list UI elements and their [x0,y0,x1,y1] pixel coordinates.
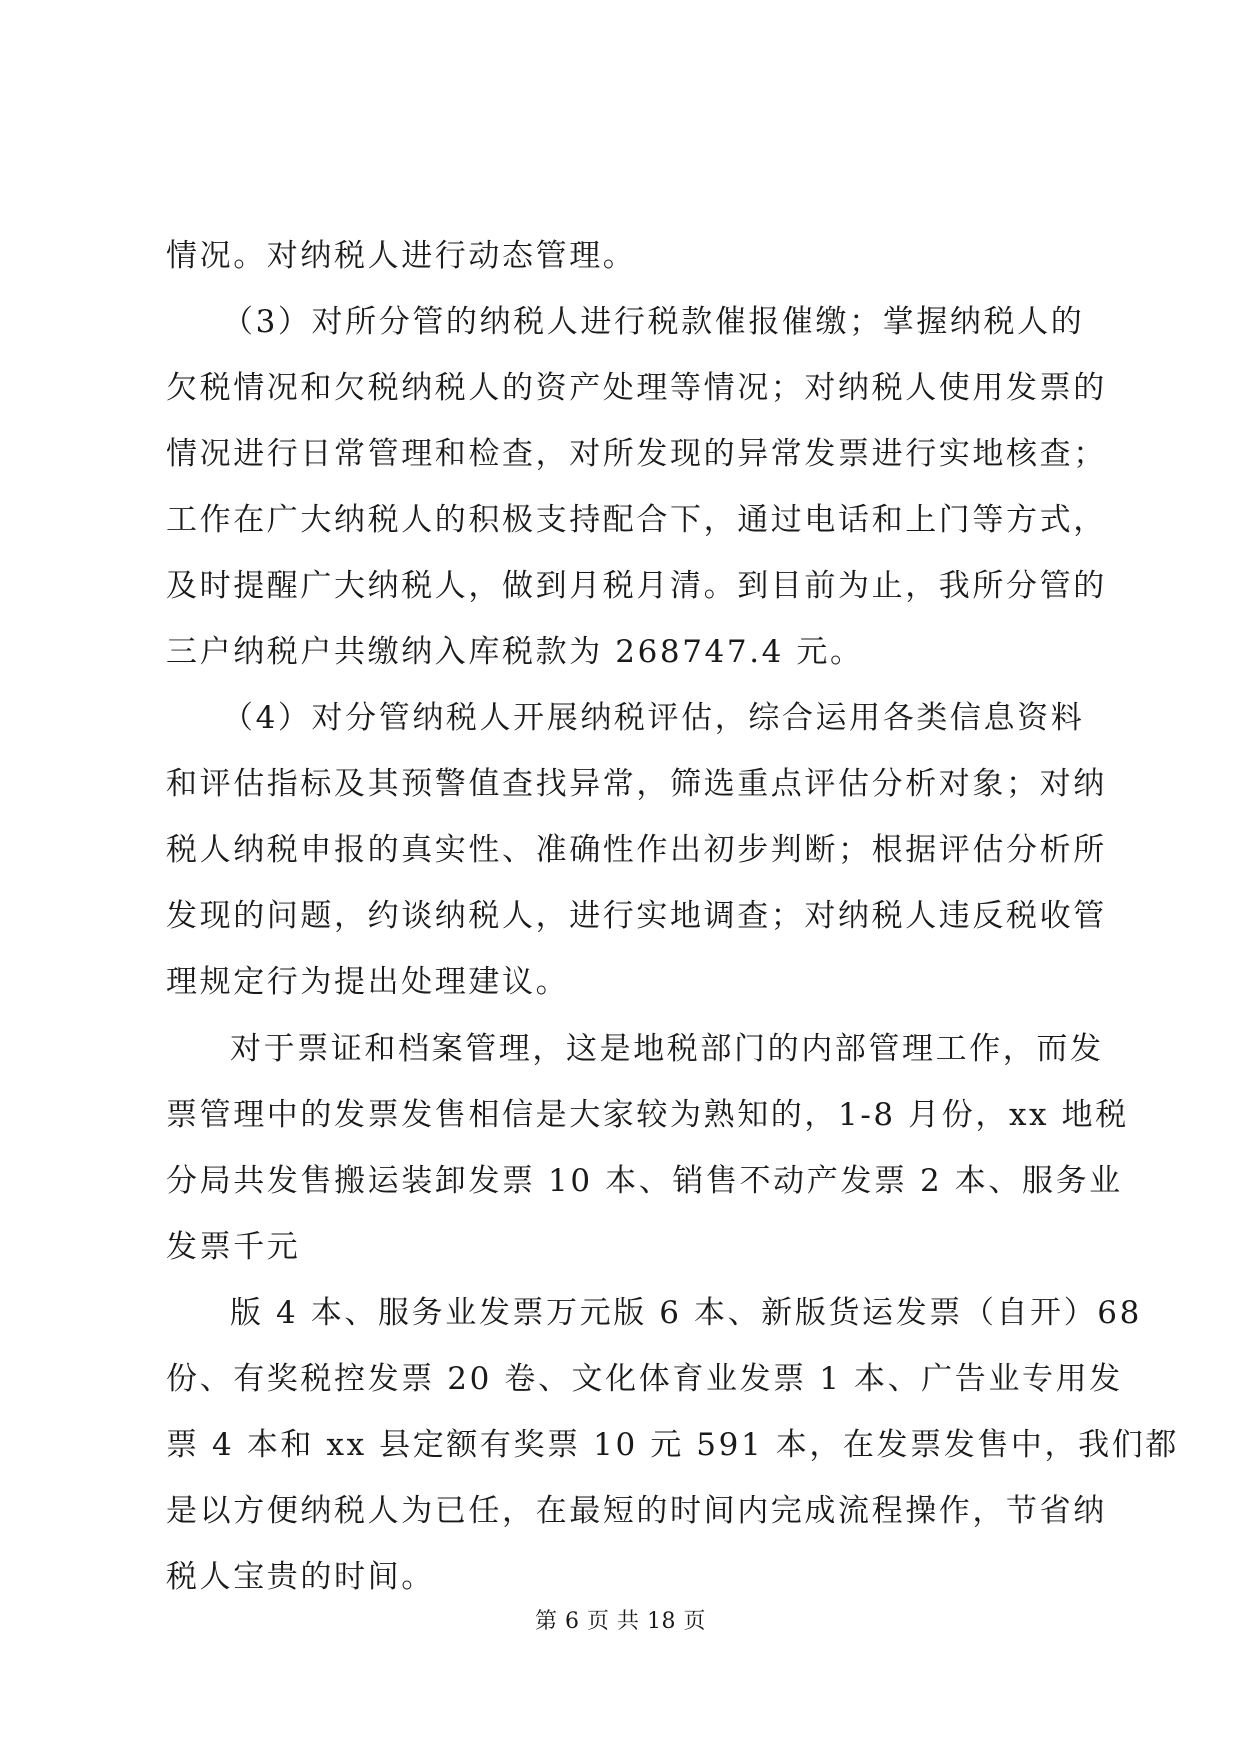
text-line: 是以方便纳税人为已任，在最短的时间内完成流程操作，节省纳 [166,1493,1107,1529]
text-line: 和评估指标及其预警值查找异常，筛选重点评估分析对象；对纳 [166,766,1107,802]
text-line: 票管理中的发票发售相信是大家较为熟知的，1-8 月份，xx 地税 [166,1097,1129,1133]
text-line: 份、有奖税控发票 20 卷、文化体育业发票 1 本、广告业专用发 [166,1361,1123,1397]
text-line: 发票千元 [166,1229,301,1265]
text-line: 对于票证和档案管理，这是地税部门的内部管理工作，而发 [230,1031,1104,1067]
text-line: 及时提醒广大纳税人，做到月税月清。到目前为止，我所分管的 [166,568,1107,604]
text-line: 情况进行日常管理和检查，对所发现的异常发票进行实地核查； [166,436,1107,472]
page-number-footer: 第 6 页 共 18 页 [535,1609,706,1634]
text-line: 工作在广大纳税人的积极支持配合下，通过电话和上门等方式， [166,502,1107,538]
text-line: （3）对所分管的纳税人进行税款催报催缴；掌握纳税人的 [222,304,1085,340]
text-line: （4）对分管纳税人开展纳税评估，综合运用各类信息资料 [222,700,1085,736]
text-line: 欠税情况和欠税纳税人的资产处理等情况；对纳税人使用发票的 [166,370,1107,406]
text-line: 税人纳税申报的真实性、准确性作出初步判断；根据评估分析所 [166,832,1107,868]
text-line: 版 4 本、服务业发票万元版 6 本、新版货运发票（自开）68 [230,1295,1142,1331]
text-line: 分局共发售搬运装卸发票 10 本、销售不动产发票 2 本、服务业 [166,1163,1123,1199]
text-line: 情况。对纳税人进行动态管理。 [166,238,637,274]
text-line: 发现的问题，约谈纳税人，进行实地调查；对纳税人违反税收管 [166,898,1107,934]
text-line: 理规定行为提出处理建议。 [166,964,570,1000]
text-line: 税人宝贵的时间。 [166,1559,435,1595]
text-line: 三户纳税户共缴纳入库税款为 268747.4 元。 [166,634,864,670]
text-line: 票 4 本和 xx 县定额有奖票 10 元 591 本，在发票发售中，我们都 [166,1427,1179,1463]
